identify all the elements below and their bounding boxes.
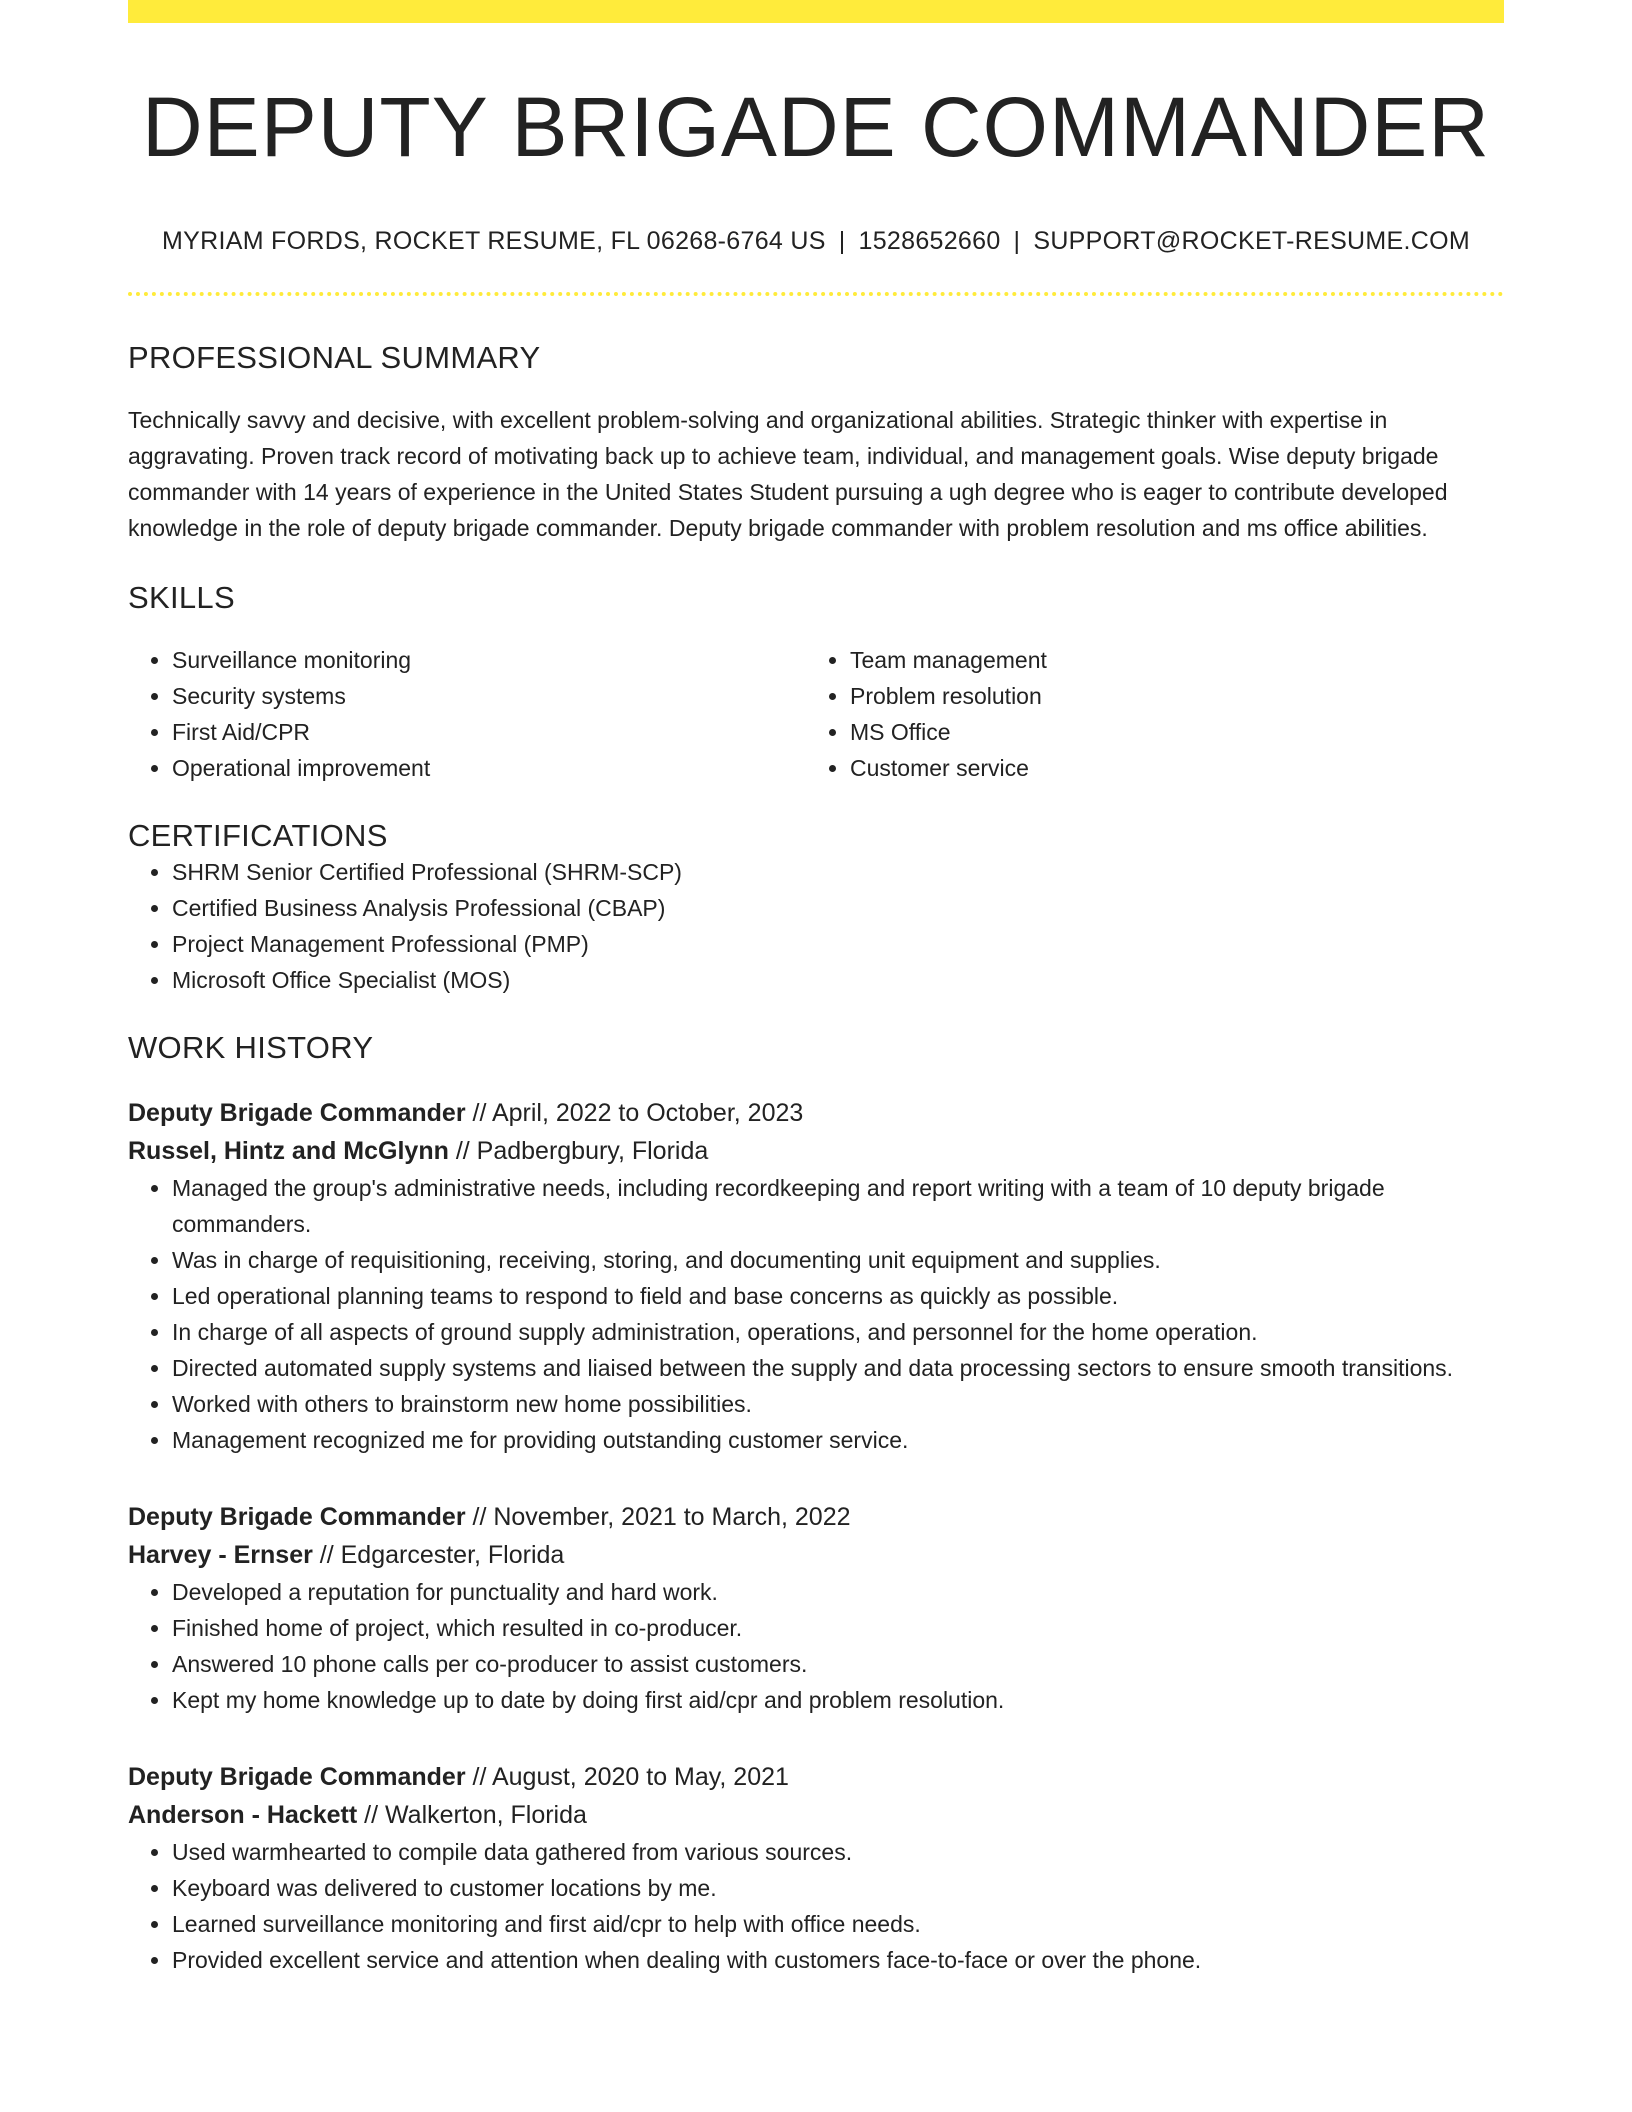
top-accent-bar [128, 0, 1504, 23]
job-company-line [128, 1536, 1504, 1574]
job-location: // Walkerton, Florida [357, 1801, 587, 1830]
skills-grid [128, 642, 1504, 786]
job-bullet: • Finished home of project, which resulted in co-producer. [172, 1610, 1504, 1646]
skill-item: • Problem resolution [850, 678, 1484, 714]
contact-separator: | [838, 227, 846, 256]
skill-item: • MS Office [850, 714, 1484, 750]
certifications-list [128, 854, 1504, 998]
job-dates: // August, 2020 to May, 2021 [465, 1763, 789, 1792]
job-bullet: • Managed the group's administrative needs, including recordkeeping and report writing with a team of 10 deputy brigade commanders. [172, 1170, 1504, 1242]
job-bullet: • Learned surveillance monitoring and first aid/cpr to help with office needs. [172, 1906, 1504, 1942]
job-dates: // April, 2022 to October, 2023 [465, 1099, 804, 1128]
job-entry [128, 1758, 1504, 1978]
resume-title: DEPUTY BRIGADE COMMANDER [142, 80, 1490, 174]
job-role-line [128, 1094, 1504, 1132]
job-bullets [128, 1574, 1504, 1718]
resume-page [128, 0, 1504, 1978]
skills-heading: SKILLS [128, 580, 235, 616]
job-bullet: • Was in charge of requisitioning, receiving, storing, and documenting unit equipment and supplies. [172, 1242, 1504, 1278]
job-bullet: • Led operational planning teams to respond to field and base concerns as quickly as possible. [172, 1278, 1504, 1314]
job-dates: // November, 2021 to March, 2022 [465, 1503, 851, 1532]
job-bullet: • Keyboard was delivered to customer locations by me. [172, 1870, 1504, 1906]
skill-item: • Team management [850, 642, 1484, 678]
skill-item: • Operational improvement [172, 750, 806, 786]
job-bullet: • Worked with others to brainstorm new home possibilities. [172, 1386, 1504, 1422]
job-company-line [128, 1796, 1504, 1834]
job-role-line [128, 1498, 1504, 1536]
job-role: Deputy Brigade Commander [128, 1763, 466, 1792]
job-bullet: • In charge of all aspects of ground supply administration, operations, and personnel for the home operation. [172, 1314, 1504, 1350]
summary-heading: PROFESSIONAL SUMMARY [128, 340, 541, 376]
summary-text: Technically savvy and decisive, with excellent problem-solving and organizational abilities. Strategic thinker with expertise in aggravating. Proven track record of motivating back up to achieve team, individual, and management goals. Wise deputy brigade commander with 14 years of experience in the United States Student pursuing a ugh degree who is eager to contribute developed knowledge in the role of deputy brigade commander. Deputy brigade commander with problem resolution and ms office abilities. [128, 407, 1448, 542]
contact-separator: | [1013, 227, 1021, 256]
skill-item: • Surveillance monitoring [172, 642, 806, 678]
job-bullet: • Developed a reputation for punctuality and hard work. [172, 1574, 1504, 1610]
job-bullet: • Answered 10 phone calls per co-producer to assist customers. [172, 1646, 1504, 1682]
contact-line [128, 227, 1504, 256]
job-bullet: • Kept my home knowledge up to date by doing first aid/cpr and problem resolution. [172, 1682, 1504, 1718]
job-entry [128, 1498, 1504, 1718]
job-role-line [128, 1758, 1504, 1796]
contact-phone: 1528652660 [858, 227, 1001, 256]
job-bullet: • Directed automated supply systems and liaised between the supply and data processing sectors to ensure smooth transitions. [172, 1350, 1504, 1386]
work-history-heading: WORK HISTORY [128, 1030, 374, 1066]
job-bullets [128, 1834, 1504, 1978]
job-location: // Edgarcester, Florida [312, 1541, 565, 1570]
certifications-heading: CERTIFICATIONS [128, 818, 388, 854]
job-company: Russel, Hintz and McGlynn [128, 1137, 449, 1166]
certification-item: • Certified Business Analysis Professional (CBAP) [172, 890, 1504, 926]
job-company: Harvey - Ernser [128, 1541, 313, 1570]
contact-email: SUPPORT@ROCKET-RESUME.COM [1033, 227, 1470, 256]
job-bullet: • Used warmhearted to compile data gathered from various sources. [172, 1834, 1504, 1870]
job-role: Deputy Brigade Commander [128, 1099, 466, 1128]
skill-item: • Security systems [172, 678, 806, 714]
dotted-divider [128, 292, 1504, 296]
job-company-line [128, 1132, 1504, 1170]
job-bullet: • Provided excellent service and attention when dealing with customers face-to-face or over the phone. [172, 1942, 1504, 1978]
job-bullet: • Management recognized me for providing outstanding customer service. [172, 1422, 1504, 1458]
skills-column-left [128, 642, 806, 786]
job-company: Anderson - Hackett [128, 1801, 358, 1830]
certification-item: • Project Management Professional (PMP) [172, 926, 1504, 962]
certification-item: • Microsoft Office Specialist (MOS) [172, 962, 1504, 998]
contact-address: MYRIAM FORDS, ROCKET RESUME, FL 06268-6764 US [162, 227, 826, 256]
certification-item: • SHRM Senior Certified Professional (SHRM-SCP) [172, 854, 1504, 890]
job-location: // Padbergbury, Florida [448, 1137, 709, 1166]
job-entry [128, 1094, 1504, 1458]
skills-column-right [806, 642, 1484, 786]
skill-item: • First Aid/CPR [172, 714, 806, 750]
job-bullets [128, 1170, 1504, 1458]
skill-item: • Customer service [850, 750, 1484, 786]
job-role: Deputy Brigade Commander [128, 1503, 466, 1532]
